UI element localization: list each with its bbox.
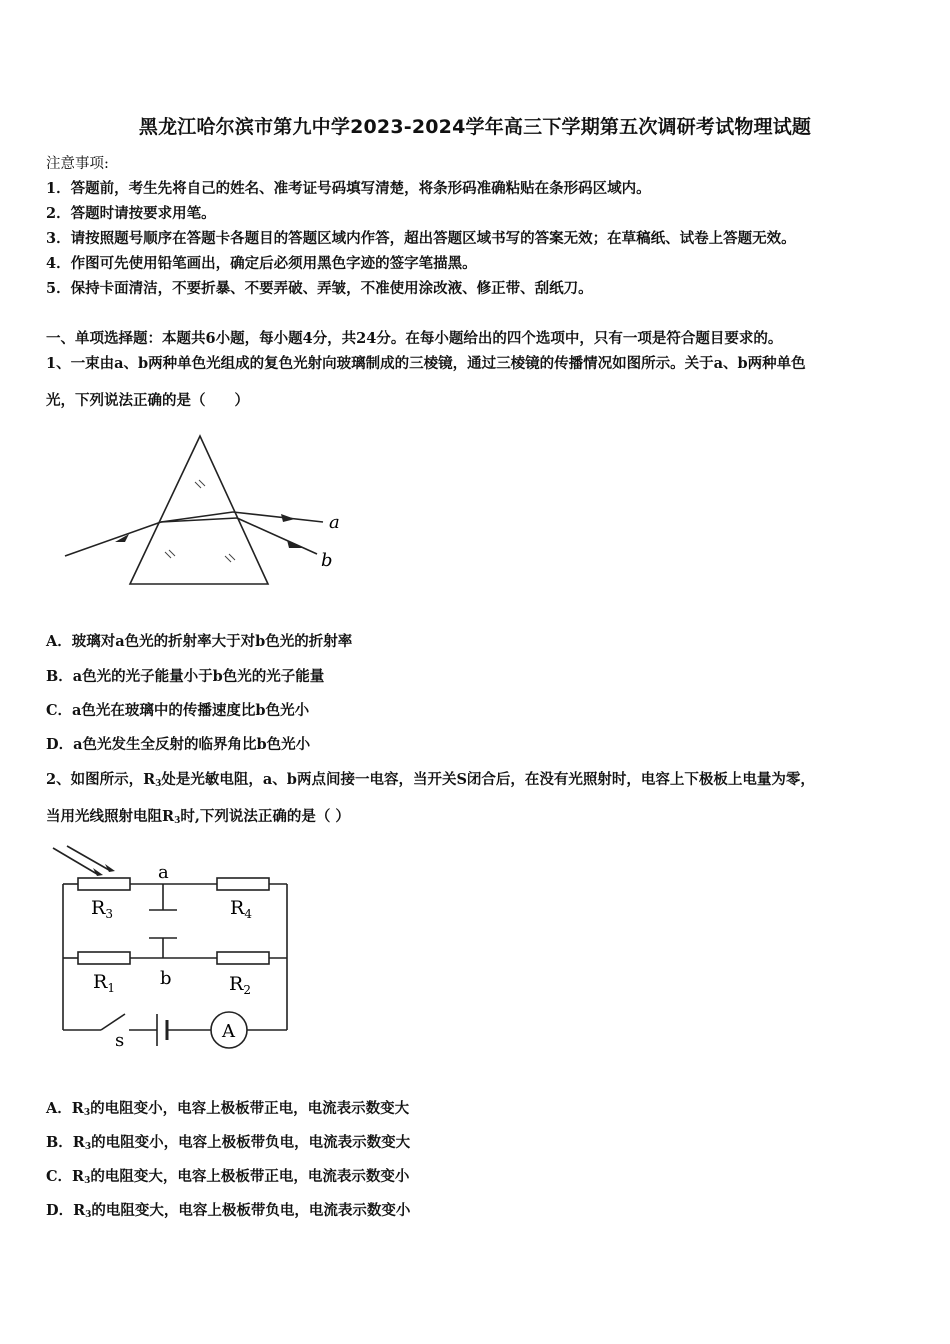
label-b: b [321, 550, 333, 571]
resistor-r3 [78, 878, 130, 890]
q1-option-b: B．a色光的光子能量小于b色光的光子能量 [46, 668, 325, 685]
q1-stem-cont: 光，下列说法正确的是（ ） [46, 392, 249, 409]
q1-option-c: C．a色光在玻璃中的传播速度比b色光小 [46, 702, 310, 719]
q2-stem: 2、如图所示，$R_3$处是光敏电阻，a、b两点间接一电容，当开关S闭合后，在没有光照射时，电容上下极板上电量为零， [46, 771, 815, 789]
label-r3: $R_3$ [91, 897, 113, 921]
q2-option-b: B．$R_3$的电阻变小，电容上极板带负电，电流表示数变大 [46, 1134, 411, 1152]
prism-diagram [55, 430, 355, 590]
light-ray-2 [67, 846, 109, 870]
q2-stem-cont: 当用光线照射电阻$R_3$时,下列说法正确的是（ ） [46, 808, 350, 826]
notes-heading: 注意事项: [46, 156, 109, 172]
q2-option-c: C．$R_3$的电阻变大，电容上极板带正电，电流表示数变小 [46, 1168, 410, 1186]
circuit-diagram [45, 842, 305, 1062]
note-item: 1．答题前，考生先将自己的姓名、准考证号码填写清楚，将条形码准确粘贴在条形码区域内。 [46, 180, 651, 197]
label-r1: $R_1$ [93, 971, 115, 995]
label-r4: $R_4$ [230, 897, 252, 921]
note-item: 4．作图可先使用铅笔画出，确定后必须用黑色字迹的签字笔描黑。 [46, 255, 477, 272]
q2-option-d: D．$R_3$的电阻变大，电容上极板带负电，电流表示数变小 [46, 1202, 411, 1220]
label-a: a [158, 862, 169, 883]
section-heading: 一、单项选择题：本题共6小题，每小题4分，共24分。在每小题给出的四个选项中，只有一项是符合题目要求的。 [46, 330, 783, 347]
q1-option-a: A．玻璃对a色光的折射率大于对b色光的折射率 [46, 633, 353, 650]
incident-ray [65, 522, 161, 556]
note-item: 5．保持卡面清洁，不要折暴、不要弄破、弄皱，不准使用涂改液、修正带、刮纸刀。 [46, 280, 593, 297]
switch-s [101, 1014, 125, 1030]
note-item: 2．答题时请按要求用笔。 [46, 205, 216, 222]
q1-stem: 1、一束由a、b两种单色光组成的复色光射向玻璃制成的三棱镜，通过三棱镜的传播情况如图所示。关于a、b两种单色 [46, 355, 806, 372]
resistor-r2 [217, 952, 269, 964]
label-switch: s [115, 1030, 125, 1051]
label-r2: $R_2$ [229, 973, 251, 997]
resistor-r4 [217, 878, 269, 890]
prism-triangle [130, 436, 268, 584]
label-a: a [329, 512, 340, 533]
emergent-ray-a [233, 512, 323, 522]
q2-option-a: A．$R_3$的电阻变小，电容上极板带正电，电流表示数变大 [46, 1100, 410, 1118]
page-title: 黑龙江哈尔滨市第九中学2023-2024学年高三下学期第五次调研考试物理试题 [138, 116, 812, 138]
emergent-ray-b [237, 518, 317, 554]
note-item: 3．请按照题号顺序在答题卡各题目的答题区域内作答，超出答题区域书写的答案无效；在草稿纸、试卷上答题无效。 [46, 230, 796, 247]
label-b: b [160, 968, 172, 989]
light-ray-1 [53, 848, 97, 874]
label-ammeter: A [222, 1021, 235, 1042]
resistor-r1 [78, 952, 130, 964]
q1-option-d: D．a色光发生全反射的临界角比b色光小 [46, 736, 311, 753]
